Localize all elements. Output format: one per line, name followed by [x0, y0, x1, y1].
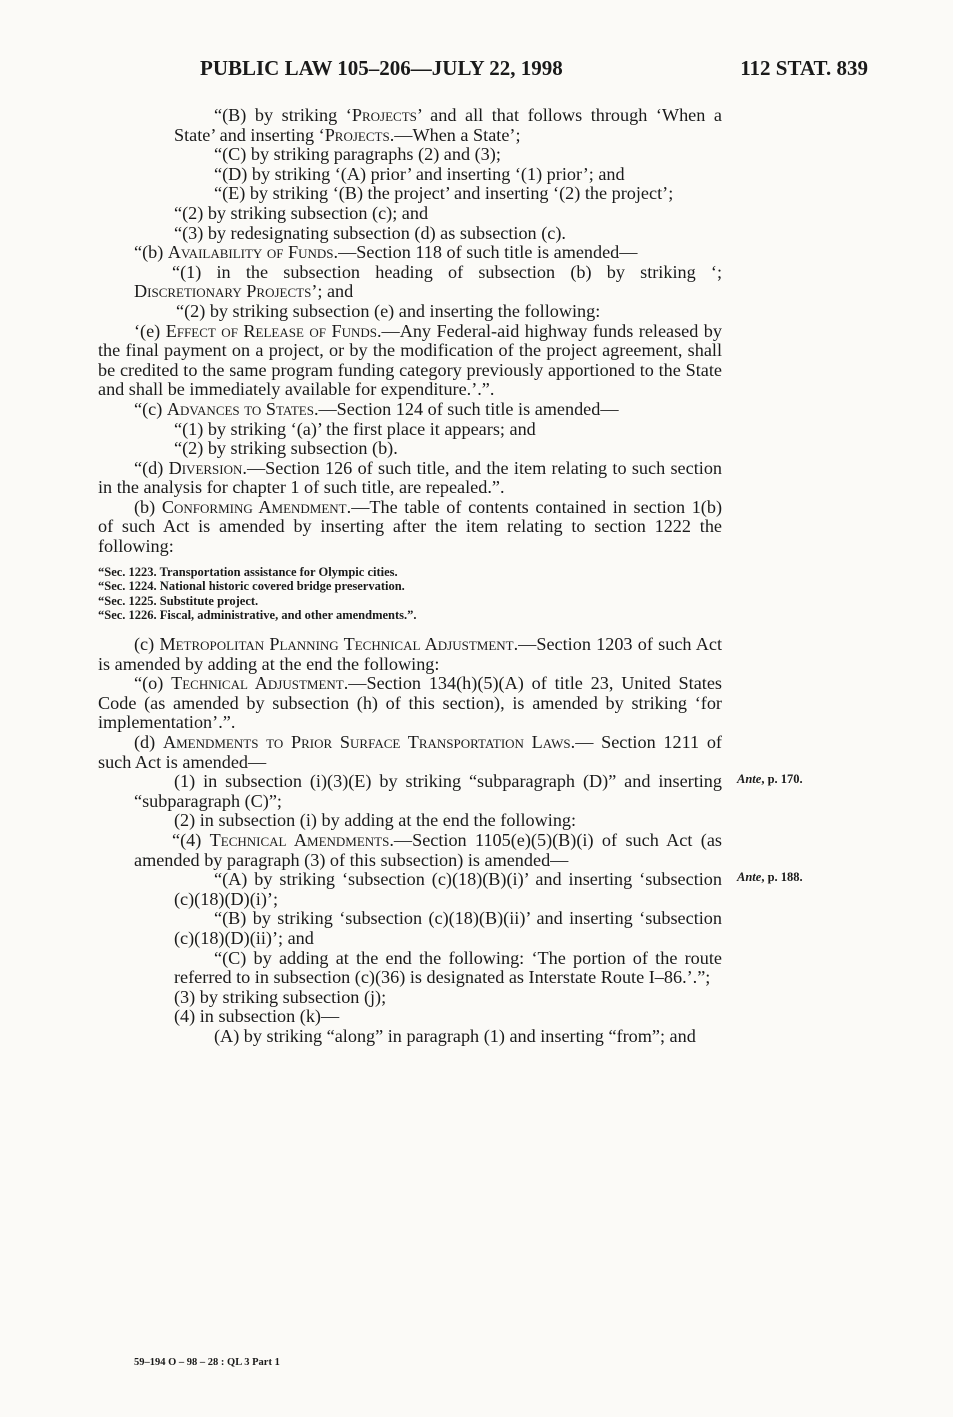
- paragraph: “(B) by striking ‘Projects’ and all that follows through ‘When a State’ and inserting ‘Projects.—When a State’;: [174, 105, 722, 145]
- law-title: PUBLIC LAW 105–206—JULY 22, 1998: [200, 56, 563, 80]
- toc-entry: “Sec. 1224. National historic covered bridge preservation.: [98, 579, 405, 594]
- paragraph: (A) by striking “along” in paragraph (1) and inserting “from”; and: [214, 1025, 696, 1046]
- paragraph: (3) by striking subsection (j);: [174, 986, 387, 1007]
- table-of-contents-insert: [98, 565, 722, 623]
- margin-note: Ante, p. 188.: [737, 870, 803, 884]
- paragraph: “(D) by striking ‘(A) prior’ and inserting ‘(1) prior’; and: [214, 163, 625, 184]
- paragraph: “(c) Advances to States.—Section 124 of such title is amended—: [134, 398, 619, 419]
- paragraph: “(C) by striking paragraphs (2) and (3);: [214, 144, 501, 165]
- paragraph: “(2) by striking subsection (b).: [174, 438, 398, 459]
- document-body: [98, 106, 722, 1047]
- paragraph: “(2) by striking subsection (e) and inserting the following:: [176, 300, 601, 321]
- paragraph: “(b) Availability of Funds.—Section 118 of such title is amended—: [134, 242, 638, 263]
- paragraph: (c) Metropolitan Planning Technical Adjustment.—Section 1203 of such Act is amended by adding at the end the following:: [98, 634, 722, 674]
- paragraph: “(E) by striking ‘(B) the project’ and inserting ‘(2) the project’;: [214, 183, 674, 204]
- page-header: [200, 56, 868, 86]
- paragraph: (2) in subsection (i) by adding at the end the following:: [174, 810, 577, 831]
- paragraph: ‘(e) Effect of Release of Funds.—Any Federal-aid highway funds released by the final payment on a project, or by the modification of the project agreement, shall be credited to the same program funding category previously apportioned to the State and shall be immediately available for expenditure.’.”.: [98, 320, 722, 400]
- paragraph: “(o) Technical Adjustment.—Section 134(h)(5)(A) of title 23, United States Code (as amended by subsection (h) of this section), is amended by striking ‘for implementation’.”.: [98, 673, 723, 733]
- print-code: 59–194 O – 98 – 28 : QL 3 Part 1: [134, 1357, 280, 1368]
- paragraph: (b) Conforming Amendment.—The table of contents contained in section 1(b) of such Act is amended by inserting after the item relating to section 1222 the following:: [98, 496, 723, 557]
- paragraph: “(B) by striking ‘subsection (c)(18)(B)(ii)’ and inserting ‘subsection (c)(18)(D)(ii)’; and: [174, 908, 722, 948]
- toc-entry: “Sec. 1223. Transportation assistance for Olympic cities.: [98, 564, 398, 579]
- paragraph: (1) in subsection (i)(3)(E) by striking “subparagraph (D)” and inserting “subparagraph (C)”;: [134, 771, 722, 811]
- paragraph: “(4) Technical Amendments.—Section 1105(e)(5)(B)(i) of such Act (as amended by paragraph (3) of this subsection) is amended—: [134, 829, 723, 870]
- paragraph: “(3) by redesignating subsection (d) as subsection (c).: [174, 222, 566, 243]
- margin-note: Ante, p. 170.: [737, 772, 803, 786]
- toc-entry: “Sec. 1225. Substitute project.: [98, 593, 259, 608]
- paragraph: “(C) by adding at the end the following: ‘The portion of the route referred to in subsection (c)(36) is designated as Interstate Route I–86.’.”;: [174, 947, 722, 988]
- paragraph: “(A) by striking ‘subsection (c)(18)(B)(i)’ and inserting ‘subsection (c)(18)(D)(i)’;: [174, 869, 722, 909]
- paragraph: “(1) by striking ‘(a)’ the first place it appears; and: [174, 418, 536, 439]
- paragraph: (d) Amendments to Prior Surface Transportation Laws.— Section 1211 of such Act is amended—: [98, 732, 722, 772]
- toc-entry: “Sec. 1226. Fiscal, administrative, and other amendments.”.: [98, 608, 417, 623]
- paragraph: “(d) Diversion.—Section 126 of such title, and the item relating to such section in the analysis for chapter 1 of such title, are repealed.”.: [98, 457, 723, 498]
- statute-page: 112 STAT. 839: [740, 56, 868, 80]
- paragraph: (4) in subsection (k)—: [174, 1006, 340, 1027]
- paragraph: “(1) in the subsection heading of subsection (b) by striking ‘; Discretionary Projects’; and: [134, 261, 722, 302]
- paragraph: “(2) by striking subsection (c); and: [174, 202, 429, 223]
